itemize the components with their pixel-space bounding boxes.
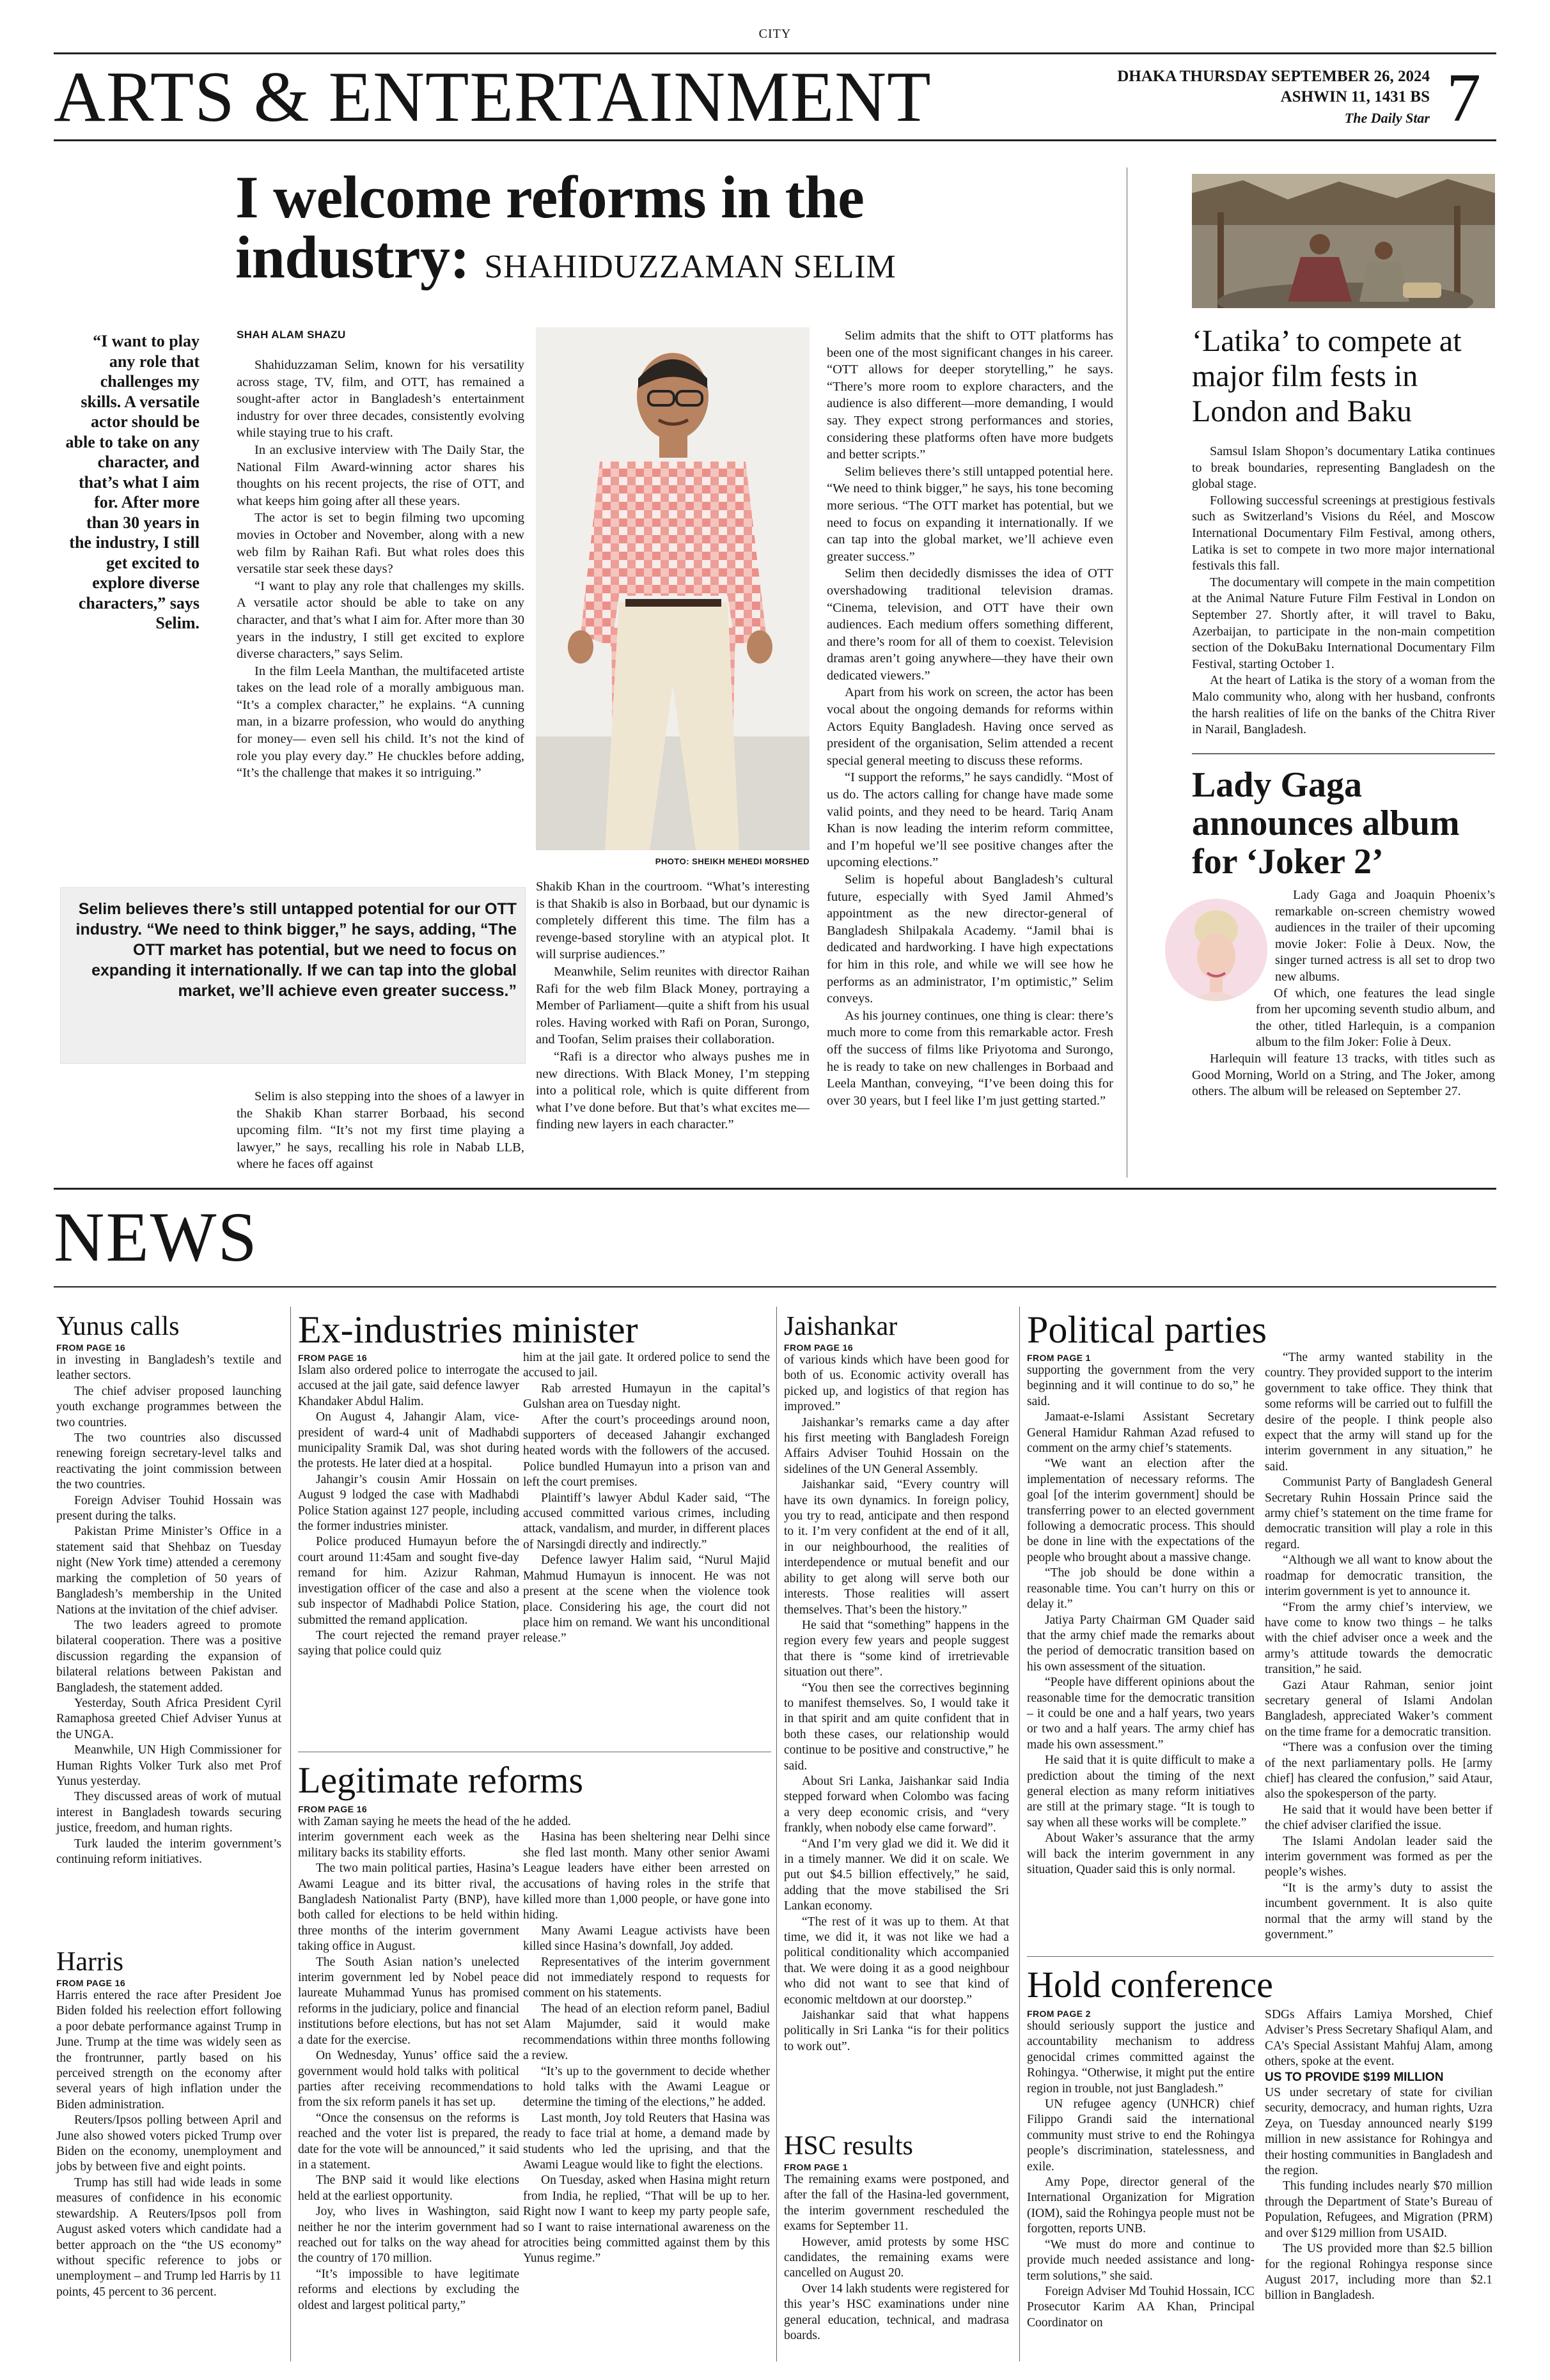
- pol-para: “It is the army’s duty to assist the incumbent government. It is also quite normal that the army will stand by the government.”: [1265, 1881, 1492, 1942]
- lead-col1-bottom: [237, 1088, 524, 1173]
- latika-para: At the heart of Latika is the story of a woman from the Malo community who, along with her husband, confronts the harsh realities of life on the banks of the Chitra River in Narail, Bangladesh.: [1192, 673, 1495, 737]
- pol-para: The Islami Andolan leader said the interim government was formed as per the people’s wishes.: [1265, 1834, 1492, 1879]
- gaga-para: Lady Gaga and Joaquin Phoenix’s remarkable on-screen chemistry wowed audiences in the trailer of their upcoming movie Joker: Folie à Deux. Now, the singer turned actress is all set to drop two new albums.: [1275, 888, 1495, 984]
- pol-headline: Political parties: [1027, 1309, 1267, 1351]
- legit-from: FROM PAGE 16: [298, 1804, 368, 1814]
- exind-para: him at the jail gate. It ordered police to send the accused to jail.: [523, 1351, 770, 1380]
- legit-headline: Legitimate reforms: [298, 1759, 584, 1801]
- latika-divider: [1192, 753, 1495, 754]
- exind-col1: [298, 1363, 519, 1660]
- legit-para: The two main political parties, Hasina’s Awami League and its bitter rival, the Bangladesh Nationalist Party (BNP), have both called for elections to be held within three months of the interim government taking office in August.: [298, 1862, 519, 1954]
- latika-photo: [1192, 174, 1495, 308]
- gaga-headline: Lady Gaga announces album for ‘Joker 2’: [1192, 765, 1460, 882]
- lead-para: “I support the reforms,” he says candidly. “Most of us do. The actors calling for change have made some valid points, and they need to be heard. Tariq Anam Khan is now leading the interim reform committee, and I’m hopeful we’ll see positive changes after the upcoming elections.”: [827, 770, 1113, 870]
- legit-para: “It’s impossible to have legitimate reforms and elections by excluding the oldest and largest political party,”: [298, 2267, 519, 2312]
- pol-para: Communist Party of Bangladesh General Secretary Ruhin Hossain Prince said the army chief’s statement on the time frame for democratic transition will play a role in this regard.: [1265, 1475, 1492, 1552]
- latika-para: Following successful screenings at prestigious festivals such as Switzerland’s Visions du Réel, and Moscow International Documentary Film Festival, among others, Latika is set to compete in two more major international festivals this fall.: [1192, 493, 1495, 573]
- pol-from: FROM PAGE 1: [1027, 1353, 1091, 1363]
- legit-para: The BNP said it would like elections held at the earliest opportunity.: [298, 2174, 519, 2203]
- latika-headline: ‘Latika’ to compete at major film fests in London and Baku: [1192, 324, 1462, 428]
- pull-quote: “I want to play any role that challenges my skills. A versatile actor should be able to take on any character, and that’s what I aim for. After more than 30 years in the industry, I still get excited to explore diverse characters,” says Selim.: [65, 332, 200, 632]
- latika-body: [1192, 444, 1495, 738]
- harris-headline: Harris: [56, 1947, 123, 1977]
- yunus-para: The chief adviser proposed launching youth exchange programmes between the two countries.: [56, 1384, 281, 1429]
- masthead-bottom-rule: [54, 139, 1496, 141]
- hold-col2: [1265, 2007, 1492, 2304]
- lead-para: Shahiduzzaman Selim, known for his versatility across stage, TV, film, and OTT, has remained a sought-after actor in Bangladesh’s entertainment industry for over three decades, consistently evolving while staying true to his craft.: [237, 358, 524, 440]
- latika-para: Samsul Islam Shopon’s documentary Latika continues to break boundaries, representing Bangladesh on the global stage.: [1192, 444, 1495, 492]
- exind-para: Jahangir’s cousin Amir Hossain on August 9 lodged the case with Madhabdi Police Station against 127 people, including the former industries minister.: [298, 1472, 519, 1534]
- exind-headline: Ex-industries minister: [298, 1309, 638, 1351]
- jaish-para: He said that “something” happens in the region every few years and people suggest that there is “some kind of irretrievable situation out there”.: [784, 1618, 1009, 1679]
- exind-para: On August 4, Jahangir Alam, vice-president of ward-4 unit of Madhabdi municipality Sramik Dal, was shot during the protests. He later died at a hospital.: [298, 1410, 519, 1471]
- exind-para: Police produced Humayun before the court around 11:45am and sought five-day remand for him. Azizur Rahman, investigation officer of the case and also a sub inspector of Madhabdi Police Station, submitted the remand application.: [298, 1535, 519, 1627]
- hold-para: This funding includes nearly $70 million through the Department of State’s Bureau of Population, Refugees, and Migration (PRM) and over $129 million from USAID.: [1265, 2179, 1492, 2240]
- selim-photo: [536, 327, 810, 850]
- pol-para: “We want an election after the implementation of necessary reforms. The goal [of the interim government] should be transferring power to an elected government following a democratic process. This should be done in line with the expectations of the people who brought about a massive change.: [1027, 1457, 1255, 1564]
- exind-para: Plaintiff’s lawyer Abdul Kader said, “The accused committed various crimes, including attack, vandalism, and murder, in different places of Narsingdi directly and indirectly.”: [523, 1491, 770, 1552]
- yunus-body: [56, 1353, 281, 1867]
- lead-para: Selim believes there’s still untapped potential here. “We need to think bigger,” he says, his tone becoming more serious. “The OTT market has potential, but we need to focus on expanding it internationally. If we can tap into the global market, we’ll achieve even greater success.”: [827, 464, 1113, 564]
- lead-para: Meanwhile, Selim reunites with director Raihan Rafi for the web film Black Money, portraying a Member of Parliament—quite a shift from his usual roles. Having worked with Rafi on Poran, Surongo, and Toofan, Selim praises their collaboration.: [536, 964, 810, 1047]
- gaga-para: Of which, one features the lead single from her upcoming seventh studio album, and the other, titled Harlequin, is a companion album to the film Joker: Folie à Deux.: [1256, 986, 1495, 1050]
- exind-from: FROM PAGE 16: [298, 1353, 368, 1363]
- legit-para: Hasina has been sheltering near Delhi since she fled last month. Many other senior Awami League leaders have either been arrested on accusations of having roles in the strife that killed more than 1,000 people, or have gone into hiding.: [523, 1830, 770, 1922]
- lead-para: The actor is set to begin filming two upcoming movies in October and November, along with a new web film by Raihan Rafi. But what roles does this versatile star seek these days?: [237, 511, 524, 577]
- hold-para: Amy Pope, director general of the International Organization for Migration (IOM), said the Rohingya people must not be forgotten, reports UNB.: [1027, 2175, 1255, 2236]
- hold-subhead: US TO PROVIDE $199 MILLION: [1265, 2070, 1444, 2084]
- legit-para: The South Asian nation’s unelected interim government led by Nobel peace laureate Muhammad Yunus has promised reforms in the judiciary, police and financial institutions before elections, but has not set a date for the exercise.: [298, 1955, 519, 2047]
- jaish-headline: Jaishankar: [784, 1312, 898, 1341]
- legit-para: he added.: [523, 1815, 571, 1828]
- lead-para: Selim is also stepping into the shoes of a lawyer in the Shakib Khan starrer Borbaad, his second upcoming film. “It’s not my first time playing a lawyer,” he says, recalling his role in Nabab LLB, where he faces off against: [237, 1089, 524, 1172]
- hold-para: UN refugee agency (UNHCR) chief Filippo Grandi said the international community must strive to end the Rohingya people’s discrimination, statelessness, and exile.: [1027, 2097, 1255, 2174]
- legit-para: Many Awami League activists have been killed since Hasina’s downfall, Joy added.: [523, 1924, 770, 1954]
- legit-para: with Zaman saying he meets the head of the interim government each week as the military backs its stability efforts.: [298, 1815, 519, 1860]
- yunus-para: Meanwhile, UN High Commissioner for Human Rights Volker Turk also met Prof Yunus yesterday.: [56, 1743, 281, 1788]
- gaga-para: Harlequin will feature 13 tracks, with titles such as Good Morning, World on a String, and The Joker, among others. The album will be released on September 27.: [1192, 1051, 1495, 1099]
- pol-para: Jamaat-e-Islami Assistant Secretary General Hamidur Rahman Azad refused to comment on the army chief’s statements.: [1027, 1410, 1255, 1456]
- hold-para: “We must do more and continue to provide much needed assistance and long-term solutions,” she said.: [1027, 2237, 1255, 2283]
- lead-col1: [237, 357, 524, 782]
- hold-para: The US provided more than $2.5 billion for the regional Rohingya response since August 2017, including more than $2.1 billion in Bangladesh.: [1265, 2242, 1492, 2303]
- lead-headline: [235, 164, 1067, 297]
- latika-para: The documentary will compete in the main competition at the Animal Nature Future Film Festival in London on September 27. Shortly after, it will travel to Baku, Azerbaijan, to participate in the non-main competition section of the DokuBaku International Documentary Film Festival, starting October 1.: [1192, 575, 1495, 671]
- lead-col2-bottom: [536, 878, 810, 1133]
- pol-para: Jatiya Party Chairman GM Quader said that the army chief made the remarks about the period of democratic transition based on his own assessment of the situation.: [1027, 1613, 1255, 1674]
- exind-para: Rab arrested Humayun in the capital’s Gulshan area on Tuesday night.: [523, 1381, 770, 1412]
- hold-para: should seriously support the justice and accountability mechanism to address genocidal crimes committed against the Rohingya. “Otherwise, it might put the entire region in trouble, not just Bangladesh.”: [1027, 2019, 1255, 2096]
- jaish-para: “And I’m very glad we did it. We did it in a timely manner. We did it on scale. We put out $4.5 billion effectively,” he said, adding that the move stabilised the Sri Lankan economy.: [784, 1837, 1009, 1913]
- exind-para: Defence lawyer Halim said, “Nurul Majid Mahmud Humayun is innocent. He was not present at the scene when the violence took place. Considering his age, the court did not place him on remand. We want his unconditional release.”: [523, 1553, 770, 1645]
- gaga-body: [1192, 887, 1495, 1100]
- hsc-headline: HSC results: [784, 2131, 913, 2161]
- date-line: DHAKA THURSDAY SEPTEMBER 26, 2024: [1117, 68, 1430, 85]
- pol-para: “From the army chief’s interview, we have come to know two things – he talks with the chief adviser once a week and the army’s attitude towards the democratic transition,” he said.: [1265, 1600, 1492, 1677]
- bangla-date: ASHWIN 11, 1431 BS: [1280, 88, 1430, 105]
- page-number: 7: [1446, 60, 1481, 136]
- yunus-para: The two countries also discussed renewing foreign secretary-level talks and reactivating the joint commission between the two countries.: [56, 1431, 281, 1492]
- news-col-divider-3: [1019, 1307, 1020, 2361]
- box-quote: Selim believes there’s still untapped potential for our OTT industry. “We need to think bigger,” he says, adding, “The OTT market has potential, but we need to focus on expanding it internationally. If we can tap into the global market, we’ll achieve even greater success.”: [75, 900, 517, 1000]
- lead-col3: [827, 327, 1113, 1109]
- lead-para: As his journey continues, one thing is clear: there’s much more to come from this remarkable actor. Fresh off the success of films like Priyotoma and Surongo, he is ready to take on new challenges in Borbaad and Leela Manthan, conveying, “I’ve been doing this for over 30 years, but I feel like I’m just getting started.”: [827, 1008, 1113, 1108]
- pol-para: “The job should be done within a reasonable time. You can’t hurry on this or delay it.”: [1027, 1566, 1255, 1612]
- pol-para: “There was a confusion over the timing of the next parliamentary polls. He [army chief] has cleared the confusion,” said Ataur, also the spokesperson of the party.: [1265, 1741, 1492, 1801]
- hsc-body: [784, 2172, 1009, 2344]
- legit-para: On Tuesday, asked when Hasina might return from India, he replied, “That will be up to her. Right now I want to keep my party people safe, so I want to raise international awareness on the atrocities being committed against them by this Yunus regime.”: [523, 2174, 770, 2266]
- news-title: NEWS: [54, 1198, 258, 1276]
- lead-para: In an exclusive interview with The Daily Star, the National Film Award-winning actor shares his thoughts on his recent projects, the rise of OTT, and what keeps him going after all these years.: [237, 442, 524, 508]
- pol-divider: [1027, 1956, 1494, 1957]
- harris-para: Harris entered the race after President Joe Biden folded his reelection effort following a poor debate performance against Trump in June. Trump at the time was widely seen as the frontrunner, partly based on his perceived strength on the economy after several years of high inflation under the Biden administration.: [56, 1989, 281, 2112]
- pol-para: He said that it would have been better if the chief adviser clarified the issue.: [1265, 1803, 1492, 1833]
- yunus-para: Pakistan Prime Minister’s Office in a statement said that Shehbaz on Tuesday night (New York time) attended a ceremony marking the completion of 50 years of Bangladesh’s membership in the United Nations at the invitation of the chief adviser.: [56, 1525, 281, 1617]
- lead-para: Apart from his work on screen, the actor has been vocal about the ongoing demands for reforms within Actors Equity Bangladesh. Having once served as president of the organisation, Selim attended a recent special general meeting to discuss these reforms.: [827, 685, 1113, 768]
- pol-col2: [1265, 1350, 1492, 1943]
- lead-headline-name: SHAHIDUZZAMAN SELIM: [484, 249, 896, 285]
- harris-body: [56, 1988, 281, 2300]
- legit-para: The head of an election reform panel, Badiul Alam Majumder, said it would make recommendations within three months following a review.: [523, 2002, 770, 2063]
- hold-headline: Hold conference: [1027, 1964, 1273, 2005]
- harris-para: Trump has still had wide leads in some measures of confidence in his economic stewardship. A Reuters/Ipsos poll from August asked voters which candidate had a better approach on the “the US economy” without specific reference to jobs or unemployment – and Trump led Harris by 11 points, 45 percent to 36 percent.: [56, 2175, 281, 2299]
- news-col-divider-2: [776, 1307, 777, 2361]
- legit-para: “It’s up to the government to decide whether to hold talks with the Awami League or determine the timing of the elections,” he added.: [523, 2064, 770, 2110]
- yunus-from: FROM PAGE 16: [56, 1342, 126, 1353]
- exind-para: Islam also ordered police to interrogate the accused at the jail gate, said defence lawyer Khandaker Abdul Halim.: [298, 1364, 519, 1408]
- hsc-para: The remaining exams were postponed, and after the fall of the Hasina-led government, the interim government rescheduled the exams for September 11.: [784, 2173, 1009, 2234]
- legit-para: Joy, who lives in Washington, said neither he nor the interim government had reached out for talks on the way ahead for the country of 170 million.: [298, 2205, 519, 2266]
- news-top-rule: [54, 1188, 1496, 1190]
- legit-para: Last month, Joy told Reuters that Hasina was ready to face trial at home, a demand made by students who led the uprising, and that the Awami League would like to fight the elections.: [523, 2111, 770, 2172]
- pol-para: “People have different opinions about the reasonable time for the democratic transition – it could be one and a half years, two years or two and a half years. The army chief has made his own assessment.”: [1027, 1676, 1255, 1752]
- hold-para: Foreign Adviser Md Touhid Hossain, ICC Prosecutor Karim AA Khan, Principal Coordinator on: [1027, 2284, 1255, 2329]
- jaish-para: Jaishankar said that what happens politically in Sri Lanka “is for their politics to work out”.: [784, 2009, 1009, 2053]
- hold-para: US under secretary of state for civilian security, democracy, and human rights, Uzra Zeya, on Tuesday announced nearly $199 million in new assistance for Rohingya and their hosting communities in Bangladesh and the region.: [1265, 2086, 1492, 2178]
- news-col-divider-1: [290, 1307, 291, 2361]
- lead-para: “Rafi is a director who always pushes me in new directions. With Black Money, I’m stepping into a political role, which is quite different from what I’ve done before. But that’s what excites me—finding new layers in each character.”: [536, 1049, 810, 1132]
- jaish-para: About Sri Lanka, Jaishankar said India stepped forward when Colombo was facing a very deep economic crisis, and “very frankly, when nobody else came forward”.: [784, 1774, 1009, 1835]
- hold-from: FROM PAGE 2: [1027, 2009, 1091, 2019]
- paper-name: The Daily Star: [1344, 110, 1430, 126]
- jaish-para: “The rest of it was up to them. At that time, we did it, it was not like we had a political conditionality which accompanied that. We were doing it as a good neighbour who did not want to see that kind of economic meltdown at our doorstep.”: [784, 1915, 1009, 2007]
- lead-para: Selim then decidedly dismisses the idea of OTT overshadowing traditional television dramas. “Cinema, television, and OTT have their own audiences. Each medium offers something different, and there’s room for all of them to coexist. Television dramas aren’t going anywhere—they have their own dedicated viewers.”: [827, 566, 1113, 683]
- hsc-from: FROM PAGE 1: [784, 2162, 848, 2172]
- lead-headline-main: I welcome reforms in the industry:: [235, 164, 865, 291]
- pol-para: Gazi Ataur Rahman, senior joint secretary general of Islami Andolan Bangladesh, appreciated Waker’s comment on the time frame for a democratic transition.: [1265, 1678, 1492, 1739]
- jaish-para: of various kinds which have been good for both of us. Economic activity overall has picked up, and logistics of that region has improved.”: [784, 1353, 1009, 1414]
- exind-para: After the court’s proceedings around noon, supporters of deceased Jahangir exchanged heated words with the followers of the accused. Police bundled Humayun into a prison van and left the court premises.: [523, 1413, 770, 1489]
- yunus-para: The two leaders agreed to promote bilateral cooperation. There was a positive discussion regarding the expansion of bilateral relations between Pakistan and Bangladesh, the statement added.: [56, 1618, 281, 1695]
- hold-para: SDGs Affairs Lamiya Morshed, Chief Adviser’s Press Secretary Shafiqul Alam, and CA’s Special Assistant Mahfuj Alam, among others, spoke at the event.: [1265, 2008, 1492, 2069]
- yunus-para: Yesterday, South Africa President Cyril Ramaphosa greeted Chief Adviser Yunus at the UNGA.: [56, 1696, 281, 1741]
- yunus-para: They discussed areas of work of mutual interest in Bangladesh towards securing justice, freedom, and human rights.: [56, 1790, 281, 1835]
- pol-col1: [1027, 1363, 1255, 1878]
- lead-para: Selim is hopeful about Bangladesh’s cultural future, especially with Syed Jamil Ahmed’s appointment as the new director-general of Bangladesh Shilpakala Academy. “Jamil bhai is dedicated and hardworking. I have high expectations for him in this role, and while we will see how he performs as an administrator, I’m optimistic,” Selim conveys.: [827, 873, 1113, 1006]
- pol-para: About Waker’s assurance that the army will back the interim government in any situation, Quader said this is only normal.: [1027, 1832, 1255, 1876]
- photo-credit: PHOTO: SHEIKH MEHEDI MORSHED: [655, 857, 810, 866]
- exind-col2: [523, 1350, 770, 1647]
- jaish-body: [784, 1353, 1009, 2055]
- yunus-para: in investing in Bangladesh’s textile and leather sectors.: [56, 1353, 281, 1383]
- exind-para: The court rejected the remand prayer saying that police could quiz: [298, 1628, 519, 1658]
- selim-illustration: [536, 327, 810, 850]
- legit-para: On Wednesday, Yunus’ office said the government would hold talks with political parties after receiving recommendations from the six reform panels it has set up.: [298, 2049, 519, 2110]
- hsc-para: Over 14 lakh students were registered for this year’s HSC examinations under nine general education, technical, and madrasa boards.: [784, 2282, 1009, 2343]
- jaish-from: FROM PAGE 16: [784, 1342, 854, 1353]
- lead-para: Shakib Khan in the courtroom. “What’s interesting is that Shakib is also in Borbaad, but our dynamic is completely different this time. The film has a revenge-based storyline with an atypical plot. It will surprise audiences.”: [536, 880, 810, 962]
- section-title: ARTS & ENTERTAINMENT: [54, 58, 932, 137]
- yunus-headline: Yunus calls: [56, 1312, 180, 1341]
- lead-para: In the film Leela Manthan, the multifaceted artiste takes on the lead role of a morally ambiguous man. “It’s a complex character,” he explains. “A cunning man, in a bizarre profession, who would do anything for money— even sell his child. It’s not the kind of role you play every day.” He chuckles before adding, “It’s the challenge that makes it so intriguing.”: [237, 664, 524, 781]
- hold-col1: [1027, 2019, 1255, 2331]
- harris-para: Reuters/Ipsos polling between April and June also showed voters picked Trump over Biden on the economy, unemployment and jobs by between five and eight points.: [56, 2113, 281, 2174]
- pol-para: supporting the government from the very beginning and it will continue to do so,” he said.: [1027, 1364, 1255, 1408]
- yunus-para: Turk lauded the interim government’s continuing reform initiatives.: [56, 1837, 281, 1866]
- latika-scene: [1192, 174, 1495, 308]
- lead-para: Selim admits that the shift to OTT platforms has been one of the most significant changes in his career. “OTT allows for deeper storytelling,” he says. “There’s more room to explore characters, and the audience is also different—more demanding, I would say. They expect strong performances and stories, considering these platforms often have more budgets and better scripts.”: [827, 329, 1113, 462]
- legit-para: “Once the consensus on the reforms is reached and the voter list is prepared, the date for the vote will be announced,” it said in a statement.: [298, 2111, 519, 2172]
- legit-col1: [298, 1814, 519, 2314]
- section-label: CITY: [758, 27, 792, 41]
- pol-para: “The army wanted stability in the country. They provided support to the interim government to take office. They think that some reforms will be carried out to fulfill the desire of the people. I think people also expect that the army will stand up for the interim government in any situation,” he said.: [1265, 1351, 1492, 1474]
- top-rule: [54, 52, 1496, 54]
- pol-para: “Although we all want to know about the roadmap for democratic transition, the interim government is yet to announce it.: [1265, 1553, 1492, 1599]
- legit-para: Representatives of the interim government did not immediately respond to requests for comment on his statements.: [523, 1955, 770, 2000]
- jaish-para: “You then see the correctives beginning to manifest themselves. So, I would take it in that spirit and am quite confident that in both these cases, our relationship would continue to be positive and constructive,” he said.: [784, 1681, 1009, 1773]
- yunus-para: Foreign Adviser Touhid Hossain was present during the talks.: [56, 1493, 281, 1523]
- lead-para: “I want to play any role that challenges my skills. A versatile actor should be able to take on any character, and that’s what I aim for. After more than 30 years in the industry, I still get excited to explore diverse characters,” says Selim.: [237, 579, 525, 662]
- jaish-para: Jaishankar said, “Every country will have its own dynamics. In foreign policy, you try to read, anticipate and then respond to it. I’m very confident at the end of it all, in our neighbourhood, the realities of interdependence or mutual benefit and our ability to get along will serve both our interests. Those realities will assert themselves. That’s been the history.”: [784, 1478, 1009, 1617]
- pol-para: He said that it is quite difficult to make a prediction about the timing of the next general election as many reform initiatives are still at the primary stage. “It is tough to say when all these works will be complete.”: [1027, 1754, 1255, 1830]
- byline: SHAH ALAM SHAZU: [237, 329, 346, 341]
- hsc-para: However, amid protests by some HSC candidates, the remaining exams were cancelled on August 20.: [784, 2235, 1009, 2280]
- legit-col2: [523, 1814, 770, 2267]
- jaish-para: Jaishankar’s remarks came a day after his first meeting with Bangladesh Foreign Affairs Adviser Touhid Hossain on the sidelines of the UN General Assembly.: [784, 1415, 1009, 1476]
- news-bottom-rule: [54, 1286, 1496, 1287]
- harris-from: FROM PAGE 16: [56, 1978, 126, 1988]
